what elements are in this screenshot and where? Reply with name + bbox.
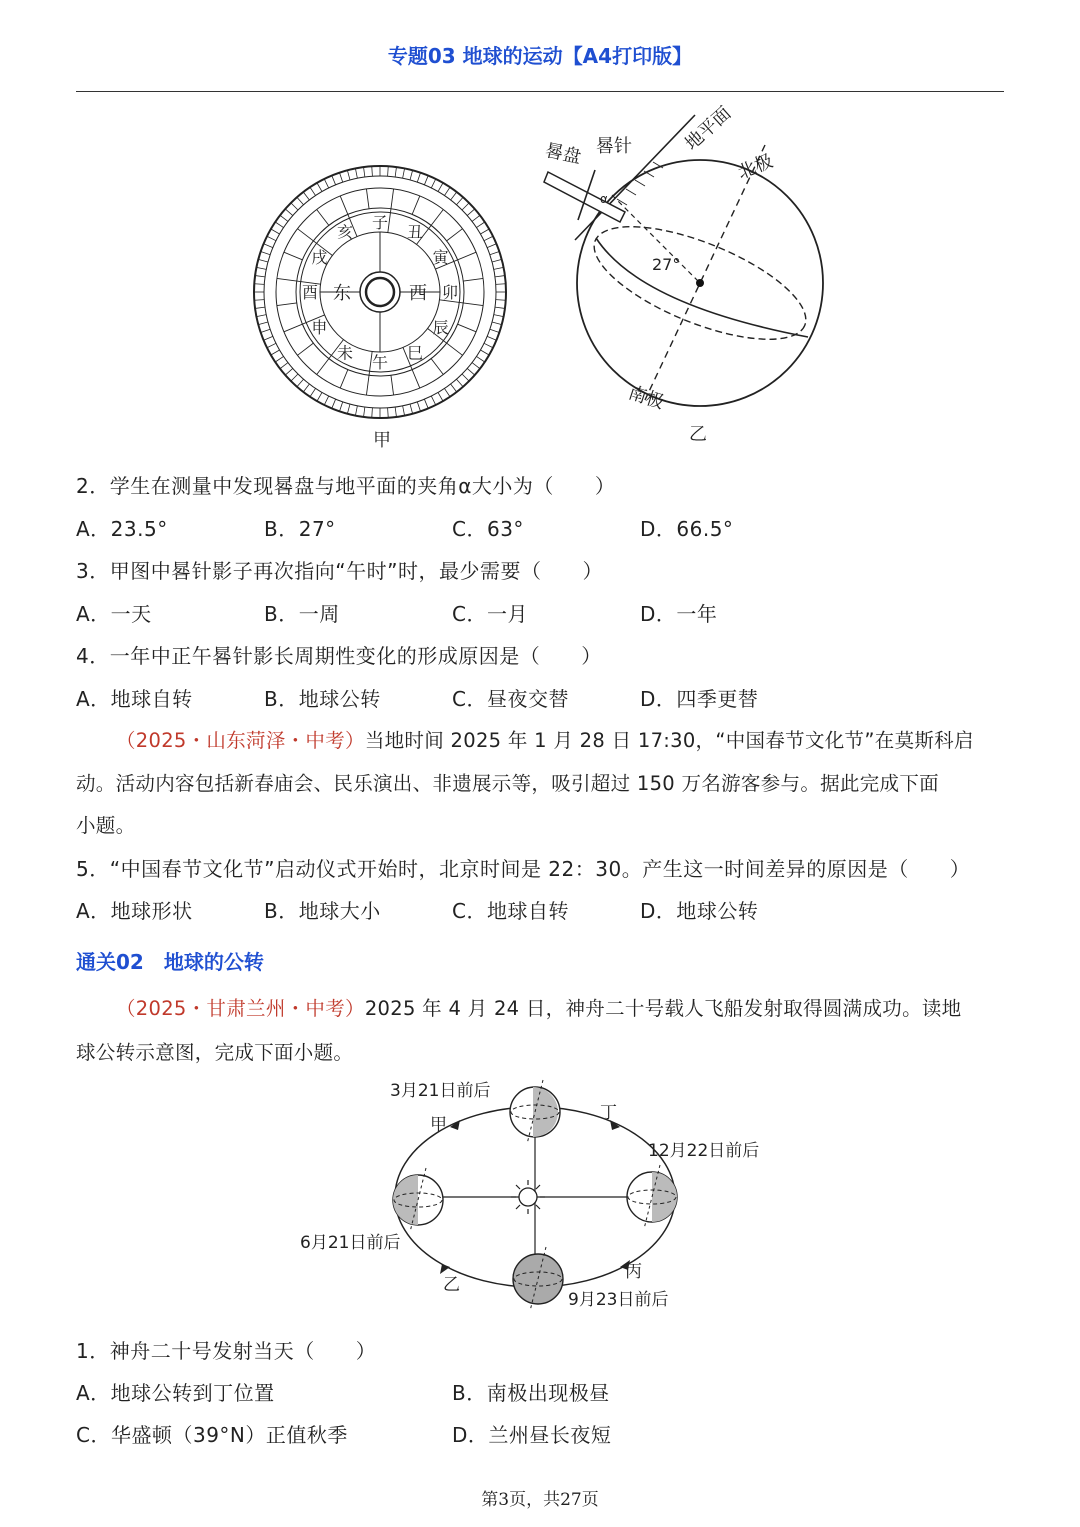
dial-tick <box>264 336 273 340</box>
q2-option-a[interactable]: A．23.5° <box>76 517 168 541</box>
dial-tick <box>395 167 396 177</box>
dial-tick <box>332 176 336 185</box>
q4-option-c[interactable]: C．昼夜交替 <box>452 687 569 711</box>
dial-tick <box>264 244 273 248</box>
q4-option-a[interactable]: A．地球自转 <box>76 687 193 711</box>
dial-tick <box>275 356 283 362</box>
q3-option-d[interactable]: D．一年 <box>640 602 718 626</box>
question-2-stem: 2．学生在测量中发现晷盘与地平面的夹角α大小为（ ） <box>76 474 616 498</box>
dial-tick <box>480 229 489 234</box>
q1-option-d[interactable]: D．兰州昼长夜短 <box>452 1423 612 1447</box>
dial-spoke <box>391 375 394 395</box>
dial-tick <box>431 179 435 188</box>
dial-tick <box>490 329 499 332</box>
dial-tick <box>410 170 413 180</box>
orbit-label-top: 3月21日前后 <box>390 1081 491 1101</box>
dial-spoke <box>366 189 369 209</box>
dial-tick <box>417 402 420 411</box>
dial-branch-3: 卯 <box>441 283 459 302</box>
page-footer: 第3页，共27页 <box>481 1490 599 1510</box>
q3-option-a[interactable]: A．一天 <box>76 602 152 626</box>
dial-tick <box>347 404 350 414</box>
dial-branch-8: 申 <box>311 318 328 337</box>
header-rule <box>76 91 1004 92</box>
q1-option-c[interactable]: C．华盛顿（39°N）正值秋季 <box>76 1423 348 1447</box>
orbit-pos-yi: 乙 <box>443 1275 460 1295</box>
dial-tick <box>424 399 428 408</box>
dial-tick <box>324 396 328 405</box>
dial-spoke <box>431 359 443 375</box>
sundial-dial <box>254 166 506 418</box>
dial-tick <box>480 350 489 355</box>
figure-orbit <box>290 1072 800 1322</box>
globe-needle: 晷针 <box>596 136 632 157</box>
dial-spoke <box>463 278 483 281</box>
dial-spoke <box>447 229 463 241</box>
dial-spoke <box>317 209 329 225</box>
dial-tick <box>476 222 484 228</box>
orbit-label-left: 6月21日前后 <box>300 1233 401 1253</box>
dial-tick <box>267 236 276 240</box>
dial-tick <box>496 284 506 285</box>
q4-option-b[interactable]: B．地球公转 <box>264 687 381 711</box>
dial-tick <box>410 404 413 414</box>
dial-west: 西 <box>409 283 427 304</box>
dial-tick <box>267 343 276 347</box>
dial-tick <box>303 384 309 392</box>
dial-tick <box>487 336 496 340</box>
dial-tick <box>258 259 268 262</box>
dial-tick <box>490 252 499 255</box>
dial-tick <box>424 176 428 185</box>
globe-north: 北极 <box>734 150 776 184</box>
dial-tick <box>261 252 270 255</box>
dial-tick <box>462 374 469 381</box>
dial-tick <box>271 229 280 234</box>
earth-bottom <box>513 1247 563 1311</box>
dial-tick <box>472 215 480 221</box>
dial-tick <box>456 197 463 205</box>
dial-tick <box>355 168 357 178</box>
q5-option-b[interactable]: B．地球大小 <box>264 899 381 923</box>
q5-option-a[interactable]: A．地球形状 <box>76 899 193 923</box>
dial-tick <box>275 222 283 228</box>
question-1-stem: 1．神舟二十号发射当天（ ） <box>76 1339 377 1363</box>
dial-spoke <box>388 189 394 233</box>
q2-option-d[interactable]: D．66.5° <box>640 517 734 541</box>
dial-tick <box>261 329 270 332</box>
globe-south: 南极 <box>625 382 667 414</box>
document-header <box>0 40 1080 69</box>
dial-tick <box>256 315 266 317</box>
orbit-label-bottom: 9月23日前后 <box>568 1290 669 1310</box>
dial-tick <box>340 402 343 411</box>
orbit-label-right: 12月22日前后 <box>648 1141 760 1161</box>
dial-branch-4: 辰 <box>432 318 449 337</box>
dial-tick <box>438 183 443 192</box>
question-3-stem: 3．甲图中晷针影子再次指向“午时”时，最少需要（ ） <box>76 559 603 583</box>
dial-tick <box>492 322 502 325</box>
dial-branch-1: 丑 <box>406 222 424 242</box>
dial-tick <box>280 215 288 221</box>
dial-tick <box>303 192 309 200</box>
dial-tick <box>476 356 484 362</box>
dial-tick <box>271 350 280 355</box>
passage-2-source: （2025・甘肃兰州・中考） <box>116 997 365 1020</box>
q3-option-b[interactable]: B．一周 <box>264 602 340 626</box>
dial-branch-9: 酉 <box>301 283 319 302</box>
dial-tick <box>472 363 480 369</box>
earth-top <box>510 1080 560 1144</box>
dial-tick <box>495 307 505 308</box>
dial-tick <box>388 408 389 418</box>
dial-tick <box>487 244 496 248</box>
q2-option-b[interactable]: B．27° <box>264 517 336 541</box>
dial-tick <box>256 267 266 269</box>
dial-tick <box>310 388 316 396</box>
orbit-pos-bing: 丙 <box>625 1262 642 1282</box>
dial-tick <box>258 322 268 325</box>
dial-tick <box>364 407 365 417</box>
orbit-pos-jia: 甲 <box>430 1115 447 1135</box>
dial-tick <box>451 192 457 200</box>
header-title: 专题03 地球的运动 <box>387 44 563 68</box>
dial-tick <box>255 307 265 308</box>
dial-tick <box>494 315 504 317</box>
dial-tick <box>451 384 457 392</box>
header-tag: 【A4打印版】 <box>562 44 693 68</box>
dial-tick <box>340 173 343 182</box>
dial-spoke <box>458 324 476 332</box>
dial-tick <box>285 209 293 216</box>
globe-plate: 晷盘 <box>543 140 583 169</box>
dial-tick <box>444 187 450 195</box>
dial-tick <box>364 167 365 177</box>
dial-tick <box>285 368 293 375</box>
q4-option-d[interactable]: D．四季更替 <box>640 687 759 711</box>
dial-branch-6: 午 <box>371 353 389 372</box>
dial-tick <box>317 392 322 401</box>
dial-tick <box>291 203 298 210</box>
question-4-stem: 4．一年中正午晷针影长周期性变化的形成原因是（ ） <box>76 644 602 668</box>
passage-1-source: （2025・山东菏泽・中考） <box>116 729 365 752</box>
dial-tick <box>372 166 373 176</box>
dial-tick <box>317 183 322 192</box>
dial-tick <box>484 236 493 240</box>
dial-tick <box>347 170 350 180</box>
dial-tick <box>254 300 264 301</box>
figure-sundial-globe <box>240 100 840 450</box>
dial-tick <box>496 300 506 301</box>
dial-tick <box>388 166 389 176</box>
dial-spoke <box>340 370 348 388</box>
globe-angle: 27° <box>652 255 681 274</box>
label-yi: 乙 <box>689 424 707 445</box>
dial-tick <box>438 392 443 401</box>
dial-spoke <box>277 303 297 306</box>
dial-spoke <box>412 196 420 214</box>
passage-1-line-2: 动。活动内容包括新春庙会、民乐演出、非遗展示等，吸引超过 150 万名游客参与。据此完成下面 <box>76 772 939 795</box>
dial-tick <box>492 259 502 262</box>
section-heading: 通关02 地球的公转 <box>76 950 264 974</box>
dial-tick <box>395 407 396 417</box>
dial-tick <box>462 203 469 210</box>
dial-tick <box>403 168 405 178</box>
dial-tick <box>254 284 264 285</box>
dial-tick <box>403 406 405 416</box>
dial-tick <box>431 396 435 405</box>
globe-alpha: α <box>600 192 608 206</box>
dial-tick <box>255 276 265 277</box>
dial-branch-7: 未 <box>336 343 354 363</box>
q5-option-c[interactable]: C．地球自转 <box>452 899 569 923</box>
dial-tick <box>355 406 357 416</box>
passage-2-line-1: （2025・甘肃兰州・中考）2025 年 4 月 24 日，神舟二十号载人飞船发射取得圆满成功。读地 <box>116 997 962 1020</box>
dial-tick <box>372 408 373 418</box>
dial-tick <box>417 173 420 182</box>
passage-1-line-3: 小题。 <box>76 814 136 837</box>
dial-tick <box>467 209 475 216</box>
passage-1-line-1: （2025・山东菏泽・中考）当地时间 2025 年 1 月 28 日 17:30，“中国春节文化节”在莫斯科启 <box>116 729 974 752</box>
globe-horizon: 地平面 <box>681 102 736 155</box>
dial-tick <box>456 379 463 387</box>
dial-east: 东 <box>333 283 351 304</box>
dial-tick <box>444 388 450 396</box>
dial-tick <box>495 276 505 277</box>
q2-option-c[interactable]: C．63° <box>452 517 524 541</box>
dial-tick <box>280 363 288 369</box>
dial-tick <box>297 379 304 387</box>
orbit-pos-ding: 丁 <box>600 1103 617 1123</box>
globe-diagram <box>543 103 823 445</box>
dial-branch-0: 子 <box>371 213 389 232</box>
dial-spoke <box>297 343 313 355</box>
question-5-stem: 5．“中国春节文化节”启动仪式开始时，北京时间是 22：30。产生这一时间差异的原因是（ ） <box>76 857 971 881</box>
q5-option-d[interactable]: D．地球公转 <box>640 899 759 923</box>
q1-option-b[interactable]: B．南极出现极昼 <box>452 1381 610 1405</box>
earth-right <box>627 1165 677 1229</box>
dial-branch-2: 寅 <box>432 248 449 267</box>
dial-tick <box>467 368 475 375</box>
dial-branch-10: 戌 <box>311 248 328 267</box>
passage-2-line-2: 球公转示意图，完成下面小题。 <box>76 1041 354 1064</box>
dial-branch-11: 亥 <box>336 222 354 242</box>
q3-option-c[interactable]: C．一月 <box>452 602 528 626</box>
dial-tick <box>291 374 298 381</box>
dial-tick <box>332 399 336 408</box>
dial-branch-5: 巳 <box>406 343 424 363</box>
dial-tick <box>324 179 328 188</box>
q1-option-a[interactable]: A．地球公转到丁位置 <box>76 1381 275 1405</box>
dial-tick <box>484 343 493 347</box>
dial-spoke <box>284 252 302 260</box>
label-jia: 甲 <box>373 430 391 450</box>
dial-tick <box>310 187 316 195</box>
dial-tick <box>494 267 504 269</box>
dial-tick <box>297 197 304 205</box>
